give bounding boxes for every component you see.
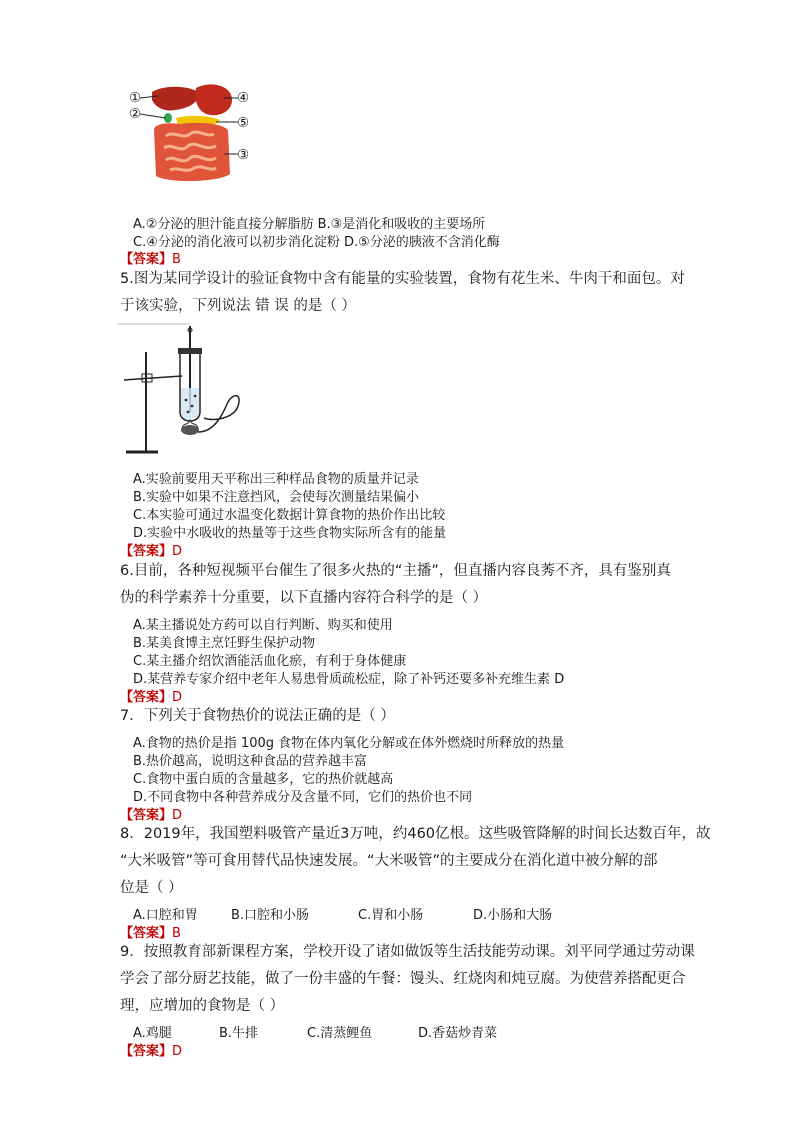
q9-option-b: B.牛排: [219, 1026, 259, 1041]
q6-stem-line2: 伪的科学素养十分重要，以下直播内容符合科学的是（ ）: [120, 590, 488, 606]
q7-option-c: C.食物中蛋白质的含量越多，它的热价就越高: [133, 772, 394, 787]
q9-answer: [120, 1043, 182, 1061]
q6-stem-line1: 6.目前，各种短视频平台催生了很多火热的“主播”，但直播内容良莠不齐，具有鉴别真: [120, 563, 671, 579]
q5-option-a: A.实验前要用天平称出三种样品食物的质量并记录: [133, 472, 419, 487]
q5-option-c: C.本实验可通过水温变化数据计算食物的热价作出比较: [133, 508, 446, 523]
q8-option-d: D.小肠和大肠: [473, 908, 553, 923]
q9-stem-line3: 理，应增加的食物是（ ）: [120, 998, 285, 1014]
q7-stem-line1: 7．下列关于食物热价的说法正确的是（ ）: [120, 708, 395, 724]
q5-option-d: D.实验中水吸收的热量等于这些食物实际所含有的能量: [133, 526, 447, 541]
q8-stem-line1: 8．2019年，我国塑料吸管产量近3万吨，约460亿根。这些吸管降解的时间长达数百年，故: [120, 826, 711, 842]
q6-option-d: D.某营养专家介绍中老年人易患骨质疏松症，除了补钙还要多补充维生素 D: [133, 672, 565, 687]
answer-label: 【答案】: [120, 926, 173, 941]
label-4: ④: [237, 90, 250, 106]
q7-answer: [120, 807, 182, 825]
food-holder: [198, 396, 239, 432]
q9-option-c: C.清蒸鲤鱼: [307, 1026, 373, 1041]
q4-options-cd: C.④分泌的消化液可以初步消化淀粉 D.⑤分泌的胰液不含消化酶: [133, 235, 500, 250]
label-3: ③: [237, 147, 250, 163]
answer-label: 【答案】: [120, 544, 173, 559]
q6-option-a: A.某主播说处方药可以自行判断、购买和使用: [133, 618, 393, 633]
clamp-arm: [124, 376, 182, 380]
q7-option-a: A.食物的热价是指 100g 食物在体内氧化分解或在体外燃烧时所释放的热量: [133, 736, 565, 751]
q6-option-c: C.某主播介绍饮酒能活血化瘀，有利于身体健康: [133, 654, 407, 669]
answer-label: 【答案】: [120, 808, 173, 823]
q6-option-b: B.某美食博主烹饪野生保护动物: [133, 636, 316, 651]
q5-stem-line1: 5.图为某同学设计的验证食物中含有能量的实验装置，食物有花生米、牛肉干和面包。对: [120, 271, 685, 287]
q5-answer: [120, 543, 182, 561]
answer-value: D: [172, 808, 183, 823]
answer-value: D: [172, 690, 183, 705]
answer-value: D: [172, 544, 183, 559]
answer-label: 【答案】: [120, 252, 173, 267]
q8-option-a: A.口腔和胃: [133, 908, 198, 923]
burning-food: [181, 425, 199, 435]
q7-option-b: B.热价越高，说明这种食品的营养越丰富: [133, 754, 368, 769]
q8-stem-line3: 位是（ ）: [120, 880, 183, 896]
answer-value: B: [172, 926, 181, 941]
q8-answer: [120, 925, 181, 943]
q5-stem-line2: 于该实验，下列说法 错 误 的是（ ）: [120, 298, 356, 314]
q8-option-b: B.口腔和小肠: [231, 908, 310, 923]
label-5: ⑤: [237, 115, 250, 131]
q9-stem-line2: 学会了部分厨艺技能，做了一份丰盛的午餐：馒头、红烧肉和炖豆腐。为使营养搭配更合: [120, 971, 686, 987]
q7-option-d: D.不同食物中各种营养成分及含量不同，它们的热价也不同: [133, 790, 473, 805]
liver-shape: [152, 87, 198, 111]
label-2: ②: [129, 106, 142, 122]
answer-label: 【答案】: [120, 690, 173, 705]
q9-stem-line1: 9．按照教育部新课程方案，学校开设了诸如做饭等生活技能劳动课。刘平同学通过劳动课: [120, 944, 695, 960]
answer-value: D: [172, 1044, 183, 1059]
q8-stem-line2: “大米吸管”等可食用替代品快速发展。“大米吸管”的主要成分在消化道中被分解的部: [120, 853, 658, 869]
q6-answer: [120, 689, 182, 707]
q4-options-ab: A.②分泌的胆汁能直接分解脂肪 B.③是消化和吸收的主要场所: [133, 217, 486, 232]
energy-experiment-apparatus-figure: [118, 322, 248, 462]
label-1: ①: [129, 90, 142, 106]
q4-answer: [120, 251, 181, 269]
answer-label: 【答案】: [120, 1044, 173, 1059]
q8-option-c: C.胃和小肠: [358, 908, 424, 923]
q9-option-d: D.香菇炒青菜: [418, 1026, 498, 1041]
q9-option-a: A.鸡腿: [133, 1026, 172, 1041]
answer-value: B: [172, 252, 181, 267]
stomach-shape: [195, 84, 232, 115]
q5-option-b: B.实验中如果不注意挡风，会使每次测量结果偏小: [133, 490, 420, 505]
